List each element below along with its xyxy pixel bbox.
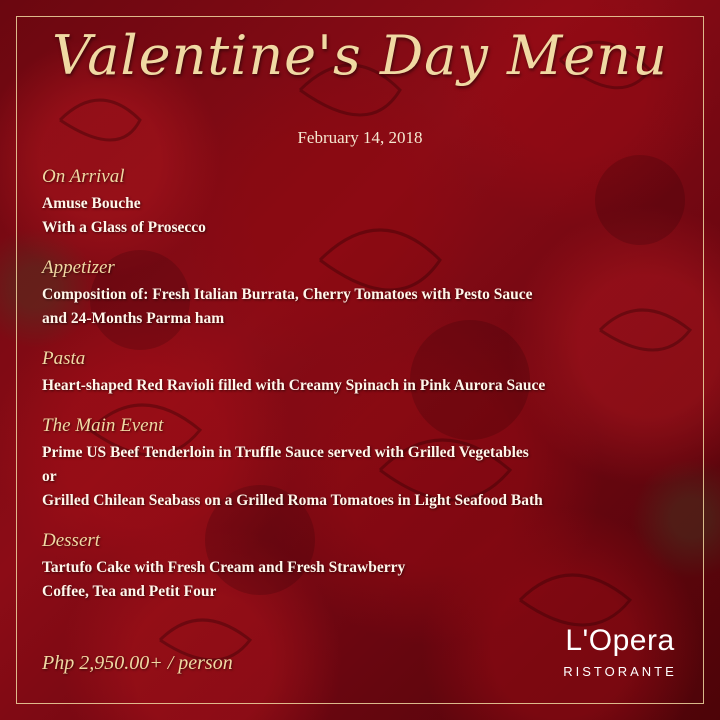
section-heading: On Arrival bbox=[42, 166, 125, 187]
section-on-arrival bbox=[42, 164, 682, 240]
menu-item-separator: or bbox=[42, 468, 57, 485]
section-heading: Pasta bbox=[42, 348, 86, 369]
section-appetizer bbox=[42, 255, 682, 331]
menu-item: Amuse Bouche bbox=[42, 195, 141, 212]
section-pasta bbox=[42, 346, 682, 398]
menu-item: Composition of: Fresh Italian Burrata, Cherry Tomatoes with Pesto Sauce bbox=[42, 286, 533, 303]
price-per-person: Php 2,950.00+ / person bbox=[42, 652, 233, 674]
logo-subtitle: RISTORANTE bbox=[563, 664, 677, 679]
section-heading: Dessert bbox=[42, 530, 101, 551]
logo-name: L'Opera bbox=[565, 624, 675, 657]
section-dessert bbox=[42, 528, 682, 604]
menu-sections bbox=[42, 164, 682, 619]
section-main-event bbox=[42, 413, 682, 513]
event-date: February 14, 2018 bbox=[297, 128, 423, 147]
menu-item: and 24-Months Parma ham bbox=[42, 310, 225, 327]
menu-item: Heart-shaped Red Ravioli filled with Creamy Spinach in Pink Aurora Sauce bbox=[42, 377, 546, 394]
menu-item: Grilled Chilean Seabass on a Grilled Roma Tomatoes in Light Seafood Bath bbox=[42, 492, 543, 509]
menu-item: Prime US Beef Tenderloin in Truffle Sauce served with Grilled Vegetables bbox=[42, 444, 529, 461]
menu-title: Valentine's Day Menu bbox=[52, 24, 668, 87]
menu-item: Tartufo Cake with Fresh Cream and Fresh Strawberry bbox=[42, 559, 406, 576]
restaurant-logo bbox=[552, 624, 688, 679]
menu-item: Coffee, Tea and Petit Four bbox=[42, 583, 217, 600]
menu-item: With a Glass of Prosecco bbox=[42, 219, 206, 236]
section-heading: Appetizer bbox=[42, 257, 115, 278]
section-heading: The Main Event bbox=[42, 415, 164, 436]
